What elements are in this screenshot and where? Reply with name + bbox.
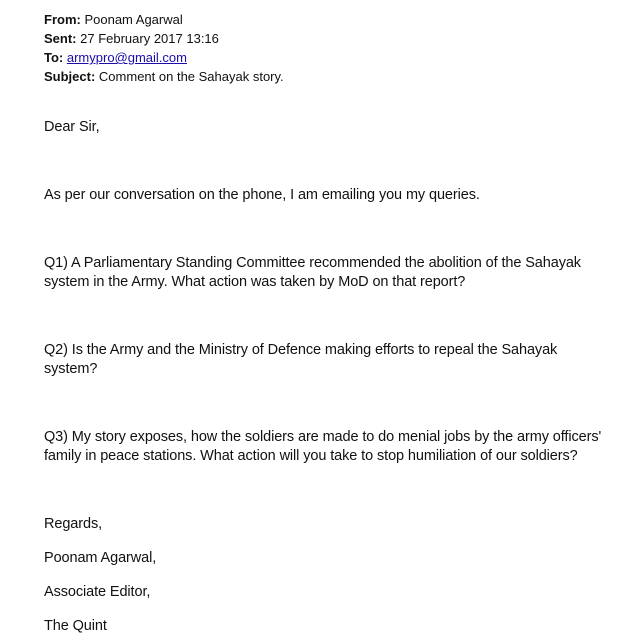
sent-label: Sent: — [44, 31, 77, 46]
question-3-line-2: family in peace stations. What action will you take to stop humiliation of our soldiers? — [44, 448, 578, 464]
email-body — [44, 118, 624, 636]
signature-organization: The Quint — [44, 618, 107, 634]
closing-regards: Regards, — [44, 516, 103, 532]
question-2-line-1: Q2) Is the Army and the Ministry of Defence making efforts to repeal the Sahayak — [44, 342, 558, 358]
subject-row — [44, 67, 624, 86]
subject-label: Subject: — [44, 69, 96, 84]
question-2-line-2: system? — [44, 361, 98, 377]
from-row — [44, 10, 624, 29]
to-email-link[interactable]: armypro@gmail.com — [66, 50, 187, 65]
from-label: From: — [44, 12, 81, 27]
question-1-line-2: system in the Army. What action was taken by MoD on that report? — [44, 274, 466, 290]
salutation: Dear Sir, — [44, 119, 100, 135]
from-value: Poonam Agarwal — [84, 12, 183, 27]
intro-paragraph: As per our conversation on the phone, I am emailing you my queries. — [44, 187, 480, 203]
question-1 — [44, 254, 624, 292]
email-document — [44, 10, 624, 636]
question-1-line-1: Q1) A Parliamentary Standing Committee recommended the abolition of the Sahayak — [44, 255, 581, 271]
signature-name: Poonam Agarwal, — [44, 550, 157, 566]
email-header — [44, 10, 624, 86]
to-row — [44, 48, 624, 67]
question-3 — [44, 428, 624, 466]
question-2 — [44, 341, 624, 379]
subject-value: Comment on the Sahayak story. — [98, 69, 284, 84]
question-3-line-1: Q3) My story exposes, how the soldiers are made to do menial jobs by the army officers' — [44, 429, 602, 445]
sent-value: 27 February 2017 13:16 — [80, 31, 219, 46]
signature-title: Associate Editor, — [44, 584, 151, 600]
to-label: To: — [44, 50, 64, 65]
sent-row — [44, 29, 624, 48]
